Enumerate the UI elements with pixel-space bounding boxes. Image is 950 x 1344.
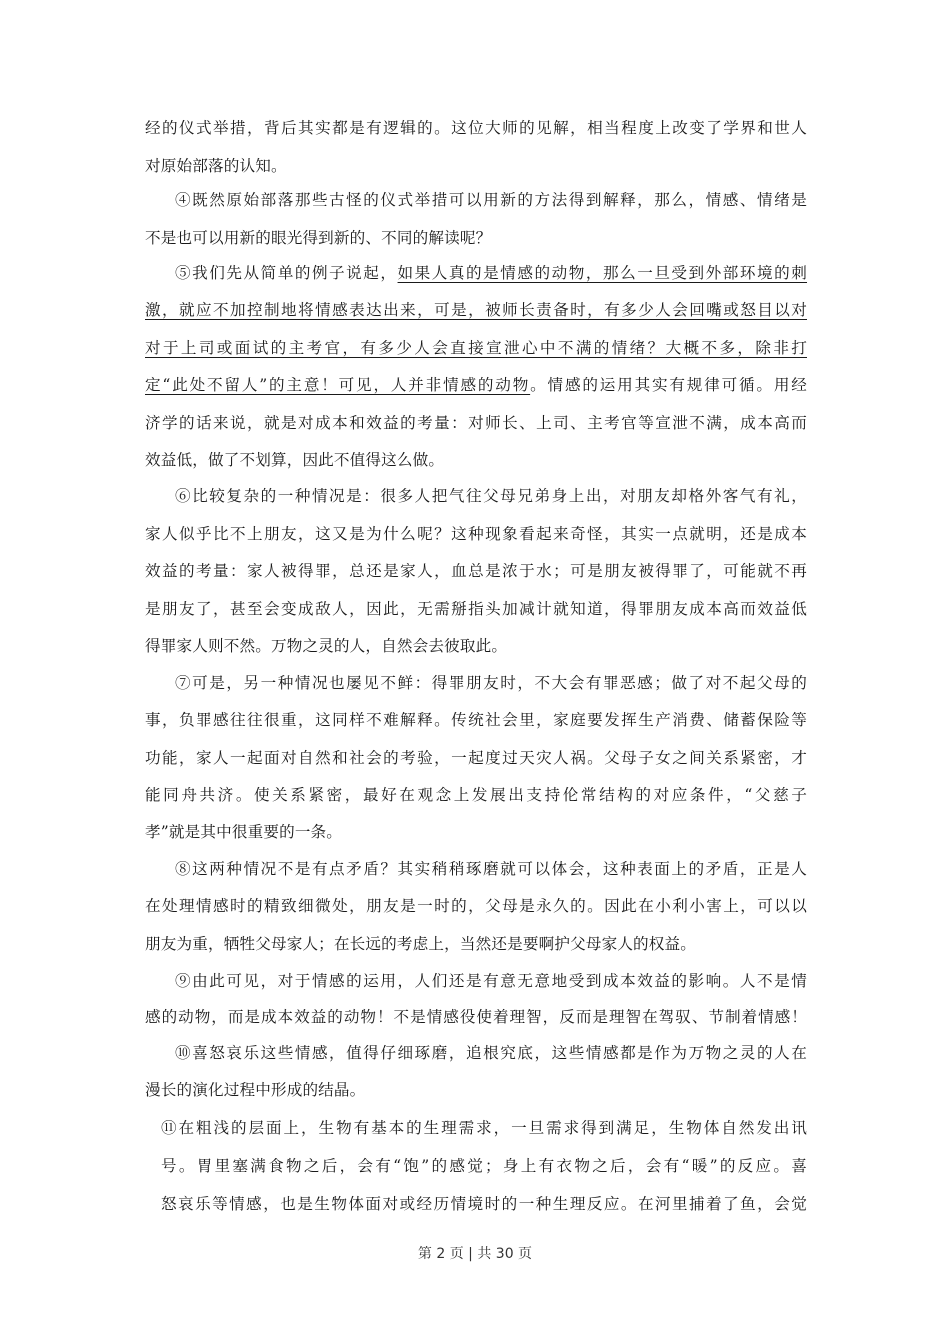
- text-segment: 对原始部落的认知。: [145, 157, 287, 175]
- text-segment: 是朋友了，甚至会变成敌人，因此，无需掰指头加减计就知道，得罪朋友成本高而效益低: [145, 600, 807, 618]
- text-line: [175, 967, 807, 995]
- text-segment: ⑧这两种情况不是有点矛盾？其实稍稍琢磨就可以体会，这种表面上的矛盾，正是人: [175, 860, 807, 878]
- text-line: [161, 1190, 807, 1218]
- text-line: [175, 855, 807, 883]
- text-segment: 家人似乎比不上朋友，这又是为什么呢？这种现象看起来奇怪，其实一点就明，还是成本: [145, 525, 807, 543]
- text-segment: 效益低，做了不划算，因此不值得这么做。: [145, 451, 445, 469]
- underlined-text: 对于上司或面试的主考官，有多少人会直接宣泄心中不满的情绪？大概不多，除非打: [145, 339, 807, 357]
- underlined-text: 定“此处不留人”的主意！可见，人并非情感的动物: [145, 376, 531, 394]
- text-segment: 事，负罪感往往很重，这同样不难解释。传统社会里，家庭要发挥生产消费、储蓄保险等: [145, 711, 807, 729]
- text-line: [145, 114, 807, 142]
- text-line: [145, 296, 807, 324]
- text-line: [145, 520, 807, 548]
- text-line: [175, 186, 807, 214]
- page-number-label: 第 2 页 | 共 30 页: [417, 1246, 533, 1262]
- text-line: [175, 1039, 807, 1067]
- text-segment: 。情感的运用其实有规律可循。用经: [530, 376, 807, 394]
- text-line: [145, 446, 444, 474]
- text-segment: ⑪在粗浅的层面上，生物有基本的生理需求，一旦需求得到满足，生物体自然发出讯: [161, 1119, 807, 1137]
- text-segment: 孝”就是其中很重要的一条。: [145, 823, 343, 841]
- text-segment: 感的动物，而是成本效益的动物！不是情感役使着理智，反而是理智在驾驭、节制着情感！: [145, 1008, 807, 1026]
- text-line: [145, 930, 696, 958]
- text-segment: 效益的考量：家人被得罪，总还是家人，血总是浓于水；可是朋友被得罪了，可能就不再: [145, 562, 807, 580]
- text-segment: ⑩喜怒哀乐这些情感，值得仔细琢磨，追根究底，这些情感都是作为万物之灵的人在: [175, 1044, 807, 1062]
- text-segment: 得罪家人则不然。万物之灵的人，自然会去彼取此。: [145, 637, 508, 655]
- text-line: [145, 1003, 807, 1031]
- text-segment: 能同舟共济。使关系紧密，最好在观念上发展出支持伦常结构的对应条件，“父慈子: [145, 786, 807, 804]
- text-segment: 在处理情感时的精致细微处，朋友是一时的，父母是永久的。因此在小利小害上，可以以: [145, 897, 807, 915]
- text-segment: ⑨由此可见，对于情感的运用，人们还是有意无意地受到成本效益的影响。人不是情: [175, 972, 807, 990]
- text-segment: ⑥比较复杂的一种情况是：很多人把气往父母兄弟身上出，对朋友却格外客气有礼，: [175, 487, 807, 505]
- text-line: [161, 1152, 807, 1180]
- page-footer: [0, 1243, 950, 1263]
- text-segment: 经的仪式举措，背后其实都是有逻辑的。这位大师的见解，相当程度上改变了学界和世人: [145, 119, 807, 137]
- text-line: [145, 632, 507, 660]
- text-segment: 功能，家人一起面对自然和社会的考验，一起度过天灾人祸。父母子女之间关系紧密，才: [145, 749, 807, 767]
- underlined-text: 激，就应不加控制地将情感表达出来，可是，被师长责备时，有多少人会回嘴或怒目以对: [145, 301, 807, 319]
- text-segment: 济学的话来说，就是对成本和效益的考量：对师长、上司、主考官等宣泄不满，成本高而: [145, 414, 807, 432]
- text-line: [145, 818, 342, 846]
- text-segment: 不是也可以用新的眼光得到新的、不同的解读呢？: [145, 229, 492, 247]
- text-line: [175, 259, 807, 287]
- text-line: [145, 595, 807, 623]
- text-segment: ⑤我们先从简单的例子说起，: [175, 264, 398, 282]
- text-line: [175, 669, 807, 697]
- text-line: [145, 557, 807, 585]
- text-segment: 漫长的演化过程中形成的结晶。: [145, 1081, 366, 1099]
- text-line: [175, 482, 807, 510]
- text-line: [145, 892, 807, 920]
- text-line: [145, 224, 491, 252]
- text-line: [145, 152, 287, 180]
- text-line: [145, 334, 807, 362]
- text-segment: ⑦可是，另一种情况也屡见不鲜：得罪朋友时，不大会有罪恶感；做了对不起父母的: [175, 674, 807, 692]
- text-line: [145, 781, 807, 809]
- text-line: [145, 1076, 365, 1104]
- text-line: [145, 706, 807, 734]
- text-segment: ④既然原始部落那些古怪的仪式举措可以用新的方法得到解释，那么，情感、情绪是: [175, 191, 807, 209]
- text-line: [145, 744, 807, 772]
- text-line: [161, 1114, 807, 1142]
- text-segment: 怒哀乐等情感，也是生物体面对或经历情境时的一种生理反应。在河里捕着了鱼，会觉: [161, 1195, 807, 1213]
- underlined-text: 如果人真的是情感的动物，那么一旦受到外部环境的刺: [397, 264, 808, 282]
- text-segment: 号。胃里塞满食物之后，会有“饱”的感觉；身上有衣物之后，会有“暖”的反应。喜: [161, 1157, 807, 1175]
- text-line: [145, 409, 807, 437]
- text-segment: 朋友为重，牺牲父母家人；在长远的考虑上，当然还是要啊护父母家人的权益。: [145, 935, 697, 953]
- text-line: [145, 371, 807, 399]
